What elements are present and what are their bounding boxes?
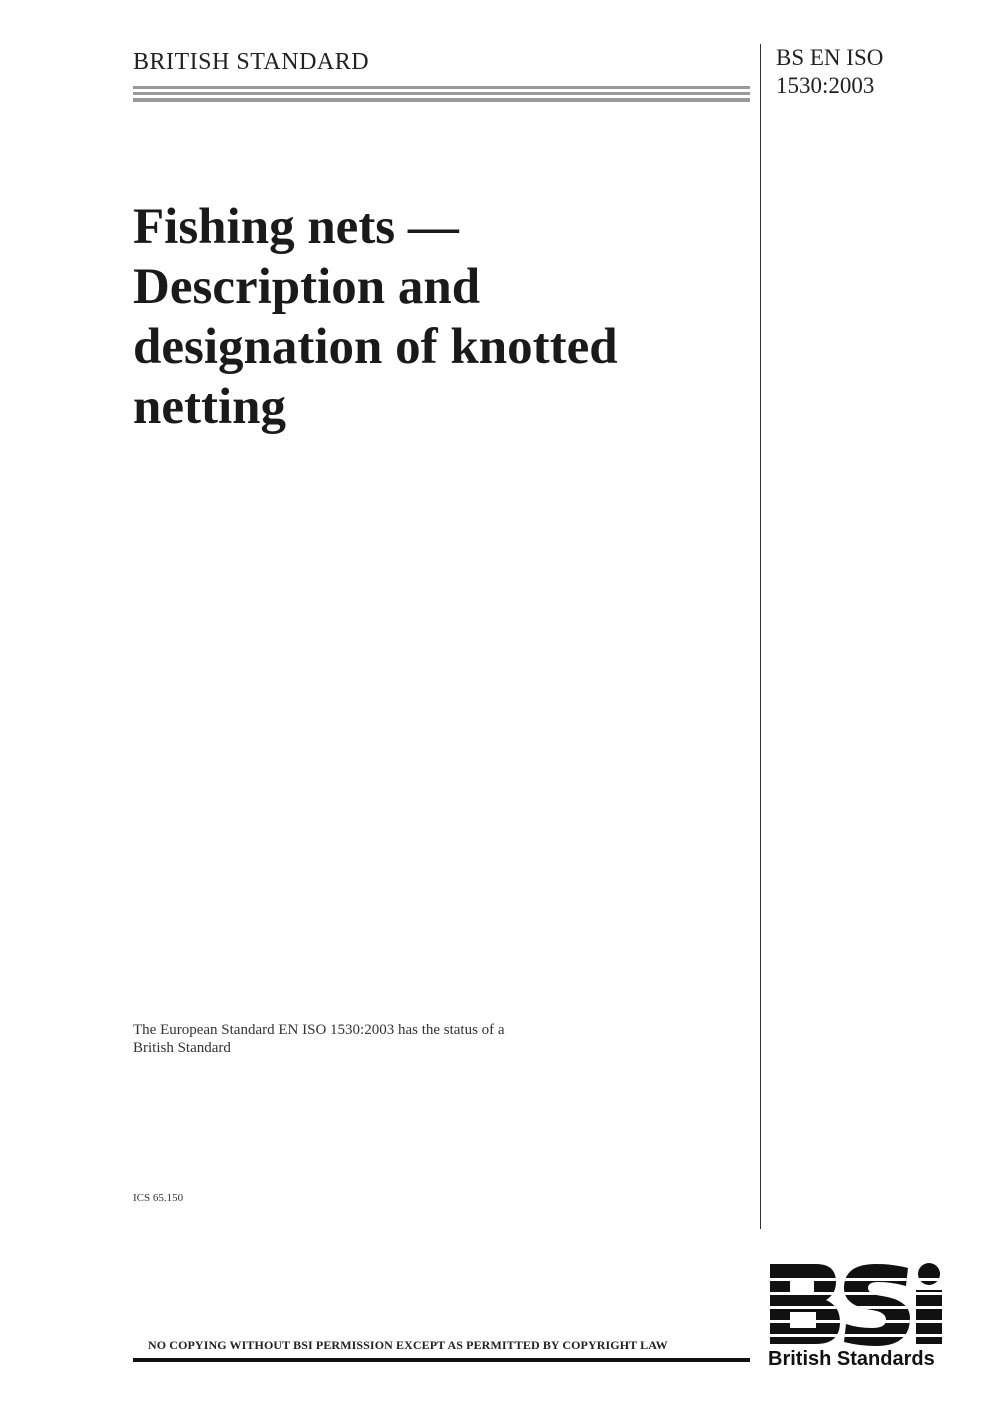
title-line-1: Fishing nets — (133, 199, 459, 255)
copyright-notice: NO COPYING WITHOUT BSI PERMISSION EXCEPT AS PERMITTED BY COPYRIGHT LAW (148, 1338, 668, 1352)
title-line-3: designation of knotted (133, 319, 618, 375)
bsi-logo-mark (768, 1262, 944, 1346)
title-line-2: Description and (133, 259, 481, 315)
header-rule-top (133, 86, 750, 89)
bsi-logo-caption: British Standards (768, 1348, 935, 1370)
standard-number-line1: BS EN ISO (776, 45, 884, 70)
header-rule-middle (133, 92, 750, 95)
header-rule-bottom (133, 98, 750, 102)
status-statement (133, 1021, 505, 1057)
status-line-2: British Standard (133, 1040, 231, 1056)
footer-rule (133, 1358, 750, 1362)
ics-code: ICS 65.150 (133, 1192, 184, 1204)
document-title (133, 197, 743, 437)
bsi-logo (768, 1262, 944, 1371)
standard-number-line2: 1530:2003 (776, 73, 875, 98)
status-line-1: The European Standard EN ISO 1530:2003 has the status of a (133, 1022, 505, 1038)
title-line-4: netting (133, 379, 286, 435)
vertical-divider (760, 44, 761, 1229)
standard-number (776, 44, 883, 100)
header-label: BRITISH STANDARD (133, 49, 370, 75)
